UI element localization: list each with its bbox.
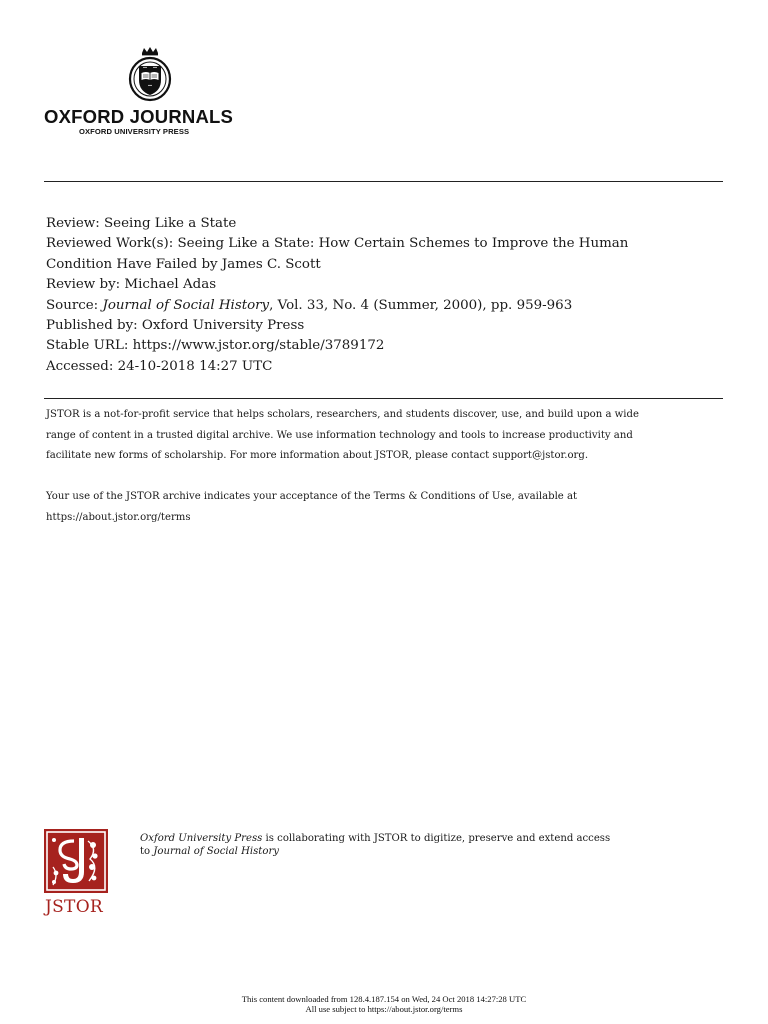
source-label: Source:: [46, 297, 103, 313]
footer-terms: All use subject to https://about.jstor.org/terms: [305, 1004, 463, 1015]
bottom-divider: [44, 398, 723, 399]
top-divider: [44, 181, 723, 182]
collaboration-statement: [140, 833, 730, 859]
collaboration-line-1: [140, 833, 730, 846]
review-title: Review: Seeing Like a State: [46, 216, 237, 231]
collaboration-journal: Journal of Social History: [153, 845, 279, 857]
source-details: , Vol. 33, No. 4 (Summer, 2000), pp. 959-963: [269, 297, 573, 313]
accessed-date: Accessed: 24-10-2018 14:27 UTC: [46, 358, 273, 374]
jstor-notice-paragraph: [46, 405, 726, 467]
stable-url[interactable]: Stable URL: https://www.jstor.org/stable/3789172: [46, 338, 385, 354]
footer-download-info: This content downloaded from 128.4.187.154 on Wed, 24 Oct 2018 14:27:28 UTC: [241, 994, 527, 1004]
source-line: [46, 296, 718, 316]
oxford-journals-logo: [44, 46, 256, 138]
collaboration-prefix: to: [140, 845, 154, 857]
jstor-wordmark: JSTOR: [45, 897, 104, 917]
oxford-journals-wordmark: OXFORD JOURNALS: [44, 106, 234, 127]
oxford-seal-icon: [126, 46, 174, 102]
terms-line-1: Your use of the JSTOR archive indicates your acceptance of the Terms & Conditions of Use, available at: [46, 491, 578, 502]
reviewed-work-line-2: Condition Have Failed by James C. Scott: [46, 256, 321, 272]
collaboration-line-2: [140, 846, 730, 859]
download-footer: [0, 994, 768, 1015]
reviewed-work-line-1: Reviewed Work(s): Seeing Like a State: How Certain Schemes to Improve the Human: [46, 236, 629, 252]
oxford-university-press-wordmark: OXFORD UNIVERSITY PRESS: [79, 127, 190, 136]
terms-of-use-paragraph: [46, 487, 726, 528]
jstor-ornament-icon: [44, 829, 108, 893]
terms-link[interactable]: https://about.jstor.org/terms: [46, 511, 191, 523]
notice-line-3: facilitate new forms of scholarship. For more information about JSTOR, please contact support@jstor.org.: [46, 450, 589, 461]
review-by: Review by: Michael Adas: [46, 277, 217, 293]
published-by: Published by: Oxford University Press: [46, 318, 305, 334]
source-journal: Journal of Social History: [102, 297, 270, 313]
collaborating-publisher: Oxford University Press: [140, 833, 263, 844]
jstor-logo: [44, 829, 110, 921]
notice-line-2: range of content in a trusted digital archive. We use information technology and tools to increase productivity and: [46, 429, 633, 441]
citation-block: [46, 214, 718, 377]
collaboration-text: is collaborating with JSTOR to digitize, preserve and extend access: [262, 833, 611, 844]
notice-line-1: JSTOR is a not-for-profit service that helps scholars, researchers, and students discover, use, and build upon a wide: [46, 409, 639, 420]
